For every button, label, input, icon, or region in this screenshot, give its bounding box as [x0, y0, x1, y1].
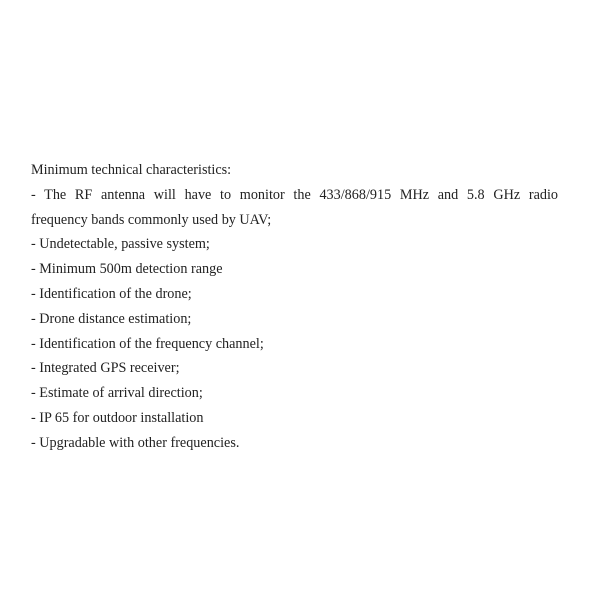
list-item-frequency-channel: - Identification of the frequency channel;: [31, 335, 264, 352]
list-item-ip65: - IP 65 for outdoor installation: [31, 409, 204, 426]
list-item-detection-range: - Minimum 500m detection range: [31, 261, 223, 278]
list-item-rf-antenna-line-2: frequency bands commonly used by UAV;: [31, 211, 272, 228]
list-item-rf-antenna-line-1: - The RF antenna will have to monitor the 433/868/915 MHz and 5.8 GHz radio: [31, 186, 558, 203]
list-item-gps-receiver: - Integrated GPS receiver;: [31, 360, 180, 377]
list-item-distance-estimation: - Drone distance estimation;: [31, 310, 192, 327]
list-item-drone-identification: - Identification of the drone;: [31, 285, 192, 302]
document-body: [31, 158, 558, 456]
list-item-undetectable: - Undetectable, passive system;: [31, 236, 210, 253]
list-item-upgradable: - Upgradable with other frequencies.: [31, 434, 240, 451]
list-item-arrival-direction: - Estimate of arrival direction;: [31, 385, 203, 402]
section-heading: Minimum technical characteristics:: [31, 162, 232, 178]
